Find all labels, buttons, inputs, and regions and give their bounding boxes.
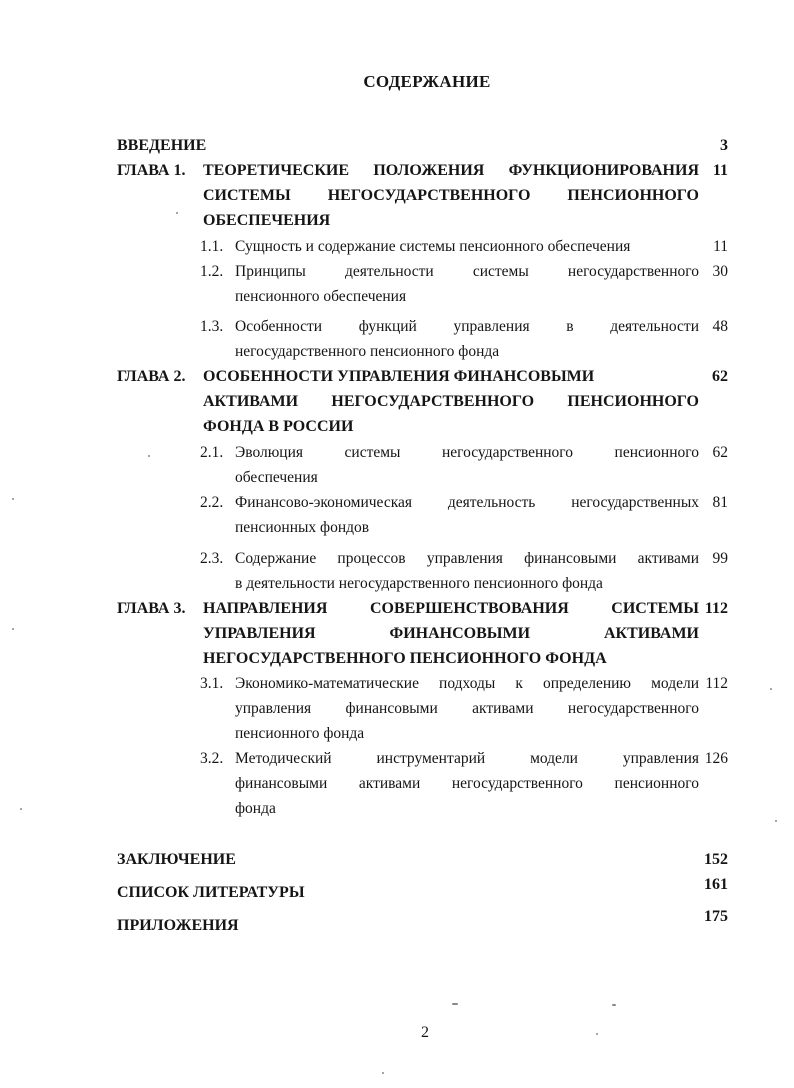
toc-section-1-3[interactable] [0, 314, 794, 364]
toc-section-title-line: финансовыми активами негосударственного пенсионного [235, 775, 699, 792]
toc-appendices-label: ПРИЛОЖЕНИЯ [117, 917, 239, 934]
toc-entry-appendices[interactable] [0, 904, 794, 944]
toc-references-label: СПИСОК ЛИТЕРАТУРЫ [117, 884, 305, 901]
toc-chapter-title-line: НЕГОСУДАРСТВЕННОГО ПЕНСИОННОГО ФОНДА [203, 650, 607, 667]
scan-speck [775, 820, 777, 822]
toc-section-title-line: управления финансовыми активами негосударственного [235, 700, 699, 717]
toc-chapter-2[interactable] [0, 364, 794, 439]
toc-section-page: 99 [712, 550, 728, 567]
toc-chapter-title-line: НАПРАВЛЕНИЯ СОВЕРШЕНСТВОВАНИЯ СИСТЕМЫ [203, 600, 699, 617]
toc-section-title-line: фонда [235, 800, 276, 817]
scan-speck [20, 808, 22, 810]
toc-section-title-line: пенсионного обеспечения [235, 288, 407, 305]
toc-section-page: 81 [712, 494, 728, 511]
toc-intro-label: ВВЕДЕНИЕ [117, 137, 207, 154]
toc-chapter-title-line: СИСТЕМЫ НЕГОСУДАРСТВЕННОГО ПЕНСИОННОГО [203, 187, 699, 204]
toc-section-2-1[interactable] [0, 440, 794, 490]
toc-chapter-title-line: УПРАВЛЕНИЯ ФИНАНСОВЫМИ АКТИВАМИ [203, 625, 699, 642]
toc-chapter-page: 62 [712, 368, 728, 385]
toc-section-3-2[interactable] [0, 746, 794, 821]
toc-section-title-line: Методический инструментарий модели управления [235, 750, 699, 767]
toc-section-page: 126 [704, 750, 728, 767]
toc-section-page: 48 [712, 318, 728, 335]
scan-speck [176, 212, 178, 214]
toc-chapter-title-line: АКТИВАМИ НЕГОСУДАРСТВЕННОГО ПЕНСИОННОГО [203, 393, 699, 410]
toc-chapter-title-line: ОСОБЕННОСТИ УПРАВЛЕНИЯ ФИНАНСОВЫМИ [203, 368, 595, 385]
toc-section-page: 112 [705, 675, 728, 692]
toc-chapter-1[interactable] [0, 158, 794, 233]
toc-section-title-line: негосударственного пенсионного фонда [235, 343, 500, 360]
toc-section-number: 3.2. [200, 750, 224, 767]
scan-speck [596, 1033, 598, 1035]
toc-section-1-1[interactable] [0, 234, 794, 259]
toc-section-title-line: Финансово-экономическая деятельность негосударственных [235, 494, 699, 511]
toc-chapter-label: ГЛАВА 2. [117, 368, 186, 385]
scan-speck [770, 688, 772, 690]
toc-chapter-label: ГЛАВА 1. [117, 162, 186, 179]
toc-section-2-3[interactable] [0, 546, 794, 596]
toc-chapter-page: 112 [704, 600, 728, 617]
toc-intro-page: 3 [720, 137, 728, 154]
toc-section-number: 1.2. [200, 263, 224, 280]
toc-section-number: 3.1. [200, 675, 224, 692]
toc-section-number: 1.3. [200, 318, 224, 335]
scan-speck [452, 1003, 458, 1005]
toc-section-3-1[interactable] [0, 671, 794, 746]
scan-speck [612, 1004, 616, 1006]
page-title: СОДЕРЖАНИЕ [363, 72, 491, 91]
toc-section-number: 2.1. [200, 444, 224, 461]
toc-chapter-title-line: ТЕОРЕТИЧЕСКИЕ ПОЛОЖЕНИЯ ФУНКЦИОНИРОВАНИЯ [203, 162, 699, 179]
scan-speck [12, 498, 14, 500]
page-number: 2 [421, 1024, 429, 1041]
toc-section-number: 2.2. [200, 494, 224, 511]
toc-references-page: 161 [704, 876, 728, 893]
toc-conclusion-page: 152 [704, 851, 728, 868]
toc-section-page: 62 [712, 444, 728, 461]
toc-section-title-line: в деятельности негосударственного пенсионного фонда [235, 575, 603, 592]
toc-section-title-line: Сущность и содержание системы пенсионного обеспечения [235, 238, 631, 255]
toc-section-number: 1.1. [200, 238, 224, 255]
toc-section-title-line: Содержание процессов управления финансовыми активами [235, 550, 699, 567]
scan-speck [12, 628, 14, 630]
toc-chapter-label: ГЛАВА 3. [117, 600, 186, 617]
toc-conclusion-label: ЗАКЛЮЧЕНИЕ [117, 851, 236, 868]
toc-section-title-line: пенсионных фондов [235, 519, 370, 536]
toc-section-number: 2.3. [200, 550, 224, 567]
toc-appendices-page: 175 [704, 908, 728, 925]
toc-chapter-3[interactable] [0, 596, 794, 671]
scan-speck [382, 1072, 384, 1074]
toc-section-page: 30 [712, 263, 728, 280]
toc-section-page: 11 [713, 238, 728, 255]
scan-speck [148, 455, 150, 457]
toc-section-title-line: пенсионного фонда [235, 725, 365, 742]
toc-section-title-line: обеспечения [235, 469, 318, 486]
toc-chapter-page: 11 [712, 162, 728, 179]
toc-section-title-line: Эволюция системы негосударственного пенсионного [235, 444, 699, 461]
toc-section-title-line: Экономико-математические подходы к определению модели [235, 675, 699, 692]
toc-section-title-line: Принципы деятельности системы негосударственного [235, 263, 699, 280]
toc-chapter-title-line: ОБЕСПЕЧЕНИЯ [203, 212, 331, 229]
toc-section-title-line: Особенности функций управления в деятельности [235, 318, 699, 335]
toc-chapter-title-line: ФОНДА В РОССИИ [203, 418, 354, 435]
toc-entry-intro[interactable] [0, 133, 794, 158]
toc-section-1-2[interactable] [0, 259, 794, 309]
toc-section-2-2[interactable] [0, 490, 794, 540]
toc-entry-conclusion[interactable] [0, 847, 794, 872]
